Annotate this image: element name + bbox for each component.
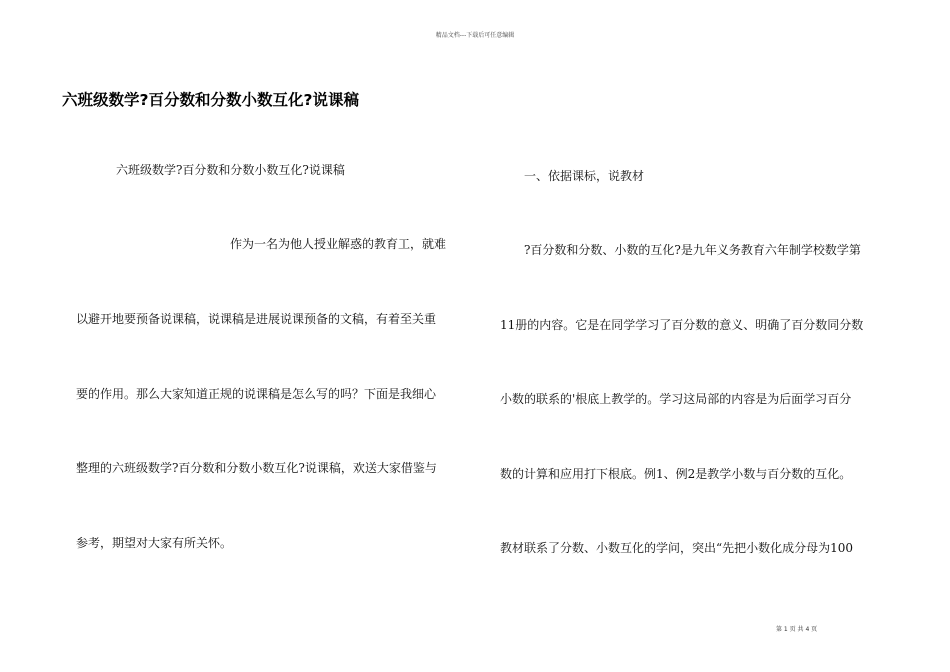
right-line-4: 数的计算和应用打下根底。例1、例2是教学小数与百分数的互化。 [500,467,852,481]
right-line-5: 教材联系了分数、小数互化的学问，突出“先把小数化成分母为100 [500,541,854,555]
left-line-5: 参考，期望对大家有所关怀。 [76,536,233,550]
right-column [500,0,892,672]
right-line-3: 小数的联系的'根底上教学的。学习这局部的内容是为后面学习百分 [500,392,852,406]
right-line-2: 11册的内容。它是在同学学习了百分数的意义、明确了百分数同分数 [500,318,864,332]
right-line-heading: 一、依据课标，说教材 [524,169,645,183]
left-column [76,0,464,672]
right-line-1: ?百分数和分数、小数的互化?是九年义务教育六年制学校数学第 [524,243,861,257]
left-line-2: 以避开地要预备说课稿，说课稿是进展说课预备的文稿，有着至关重 [76,312,437,326]
left-line-subtitle: 六班级数学?百分数和分数小数互化?说课稿 [116,163,345,177]
page-number-footer: 第 1 页 共 4 页 [776,626,818,633]
left-line-1: 作为一名为他人授业解惑的教育工，就难 [230,237,447,251]
left-line-3: 要的作用。那么大家知道正规的说课稿是怎么写的吗？下面是我细心 [76,387,437,401]
document-title: 六班级数学?百分数和分数小数互化?说课稿 [62,91,359,109]
left-line-4: 整理的六班级数学?百分数和分数小数互化?说课稿，欢送大家借鉴与 [76,461,437,475]
header-note: 精品文档---下载后可任意编辑 [435,32,515,39]
